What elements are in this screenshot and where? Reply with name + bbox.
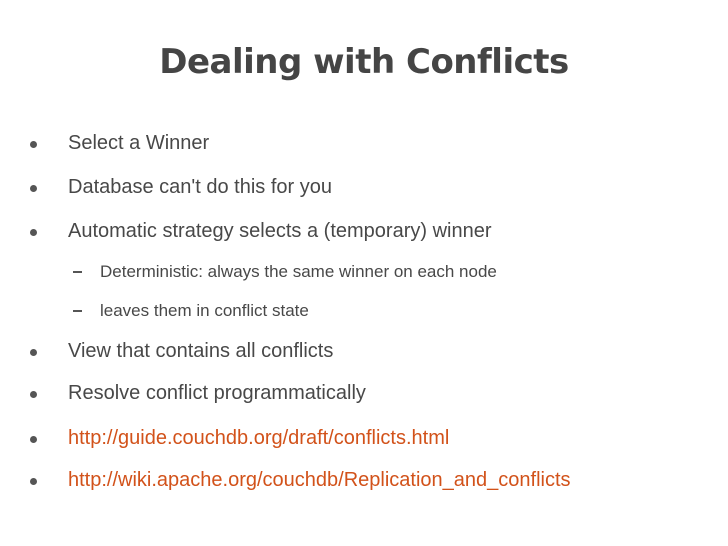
sub-bullet-item [73, 258, 497, 286]
bullet-dot-icon [30, 478, 37, 485]
bullet-item [30, 465, 571, 495]
sub-bullet-text: leaves them in conflict state [100, 301, 309, 320]
bullet-text: Database can't do this for you [68, 175, 332, 198]
guide-link[interactable]: http://guide.couchdb.org/draft/conflicts.html [68, 426, 450, 449]
bullet-dot-icon [30, 391, 37, 398]
sub-bullet-item [73, 297, 309, 325]
bullet-item [30, 336, 333, 366]
bullet-text: View that contains all conflicts [68, 339, 334, 362]
bullet-text: Automatic strategy selects a (temporary) winner [68, 219, 492, 242]
bullet-item [30, 216, 492, 246]
bullet-dot-icon [30, 436, 37, 443]
wiki-link[interactable]: http://wiki.apache.org/couchdb/Replication_and_conflicts [68, 468, 571, 491]
bullet-item [30, 423, 449, 453]
bullet-item [30, 378, 366, 408]
bullet-text: Resolve conflict programmatically [68, 381, 366, 404]
sub-bullet-text: Deterministic: always the same winner on each node [100, 262, 497, 281]
dash-icon [73, 271, 82, 273]
slide-title: Dealing with Conflicts [159, 42, 569, 82]
bullet-dot-icon [30, 349, 37, 356]
bullet-dot-icon [30, 141, 37, 148]
bullet-dot-icon [30, 229, 37, 236]
bullet-item [30, 172, 332, 202]
dash-icon [73, 310, 82, 312]
bullet-item [30, 128, 209, 158]
bullet-text: Select a Winner [68, 131, 210, 154]
bullet-dot-icon [30, 185, 37, 192]
